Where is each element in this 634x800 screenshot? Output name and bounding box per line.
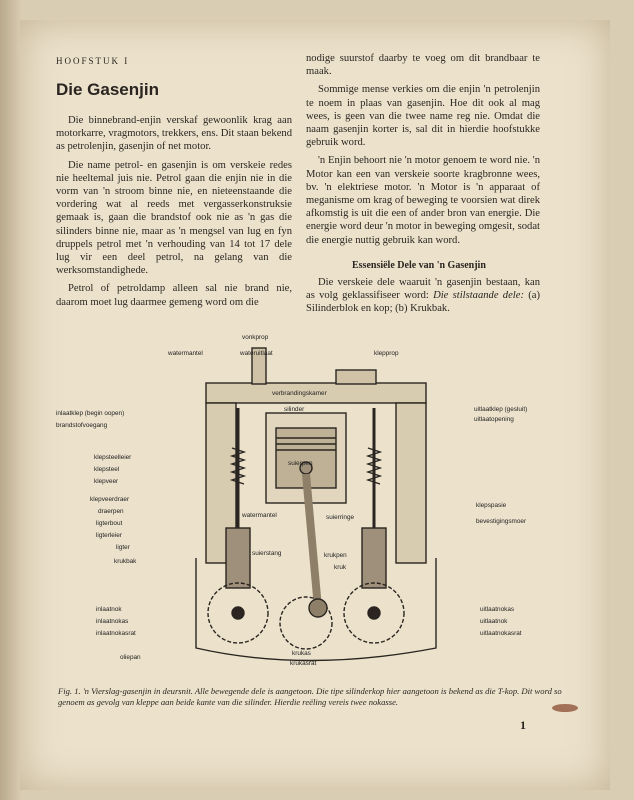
label-bevestigingsmoer: bevestigingsmoer	[476, 518, 527, 525]
label-brandstofvoegang: brandstofvoegang	[56, 422, 108, 429]
crankpin	[309, 599, 327, 617]
section-heading: Essensiële Dele van 'n Gasenjin	[352, 260, 486, 271]
label-inlaatnokasrat: inlaatnokasrat	[96, 630, 136, 637]
intro-rest: (a) Silinderblok en kop; (b) Krukbak.	[306, 290, 541, 315]
figure-caption: Fig. 1. 'n Vierslag-gasenjin in deursnit. Alle bewegende dele is aangetoon. Die tipe silinderkop hier aangetoon is bekend as die T-kop. Dit word so genoem as gevolg van kleppe aan beide kante van die silinder. Hierdie reëling vereis twee nokasse.	[58, 686, 562, 707]
label-ligterleier: ligterleier	[96, 532, 122, 539]
label-klepveer: klepveer	[94, 478, 119, 485]
label-klepveerdraer: klepveerdraer	[90, 496, 130, 503]
page-number: 1	[520, 718, 526, 732]
paragraph: Die binnebrand-enjin verskaf gewoonlik krag aan motorkarre, vragmotors, trekkers, ens. Dit staan bekend as petrolenjin, gasenjin of net motor.	[56, 115, 292, 153]
label-silinder: silinder	[284, 406, 305, 413]
section-intro	[306, 276, 540, 321]
label-krukasrat: krukasrat	[290, 660, 317, 667]
chapter-label: HOOFSTUK I	[56, 56, 130, 66]
label-krukbak: krukbak	[114, 558, 137, 565]
label-suierringe: suierringe	[326, 514, 355, 521]
label-uitlaatnokas: uitlaatnokas	[480, 606, 515, 613]
label-suierpen: suierpen	[288, 460, 313, 467]
paper-stain	[552, 704, 578, 712]
page-title: Die Gasenjin	[56, 80, 159, 99]
engine-figure	[56, 328, 566, 668]
right-column	[306, 52, 540, 252]
page-binding	[0, 0, 22, 800]
label-krukas: krukas	[292, 650, 311, 657]
right-water-jacket	[396, 403, 426, 563]
label-ligterbout: ligterbout	[96, 520, 123, 527]
inlet-cam	[232, 607, 244, 619]
intro-text: Die verskeie dele waaruit 'n gasenjin bestaan, kan as volg geklassifiseer word:	[306, 277, 540, 302]
label-watermantel-side: watermantel	[242, 512, 277, 519]
label-uitlaatnok: uitlaatnok	[480, 618, 508, 625]
intro-italic: Die stilstaande dele:	[433, 290, 524, 302]
label-uitlaatklep: uitlaatklep (gesluit)	[474, 406, 528, 413]
label-klepspasie: klepspasie	[476, 502, 507, 509]
paragraph: Sommige mense verkies om die enjin 'n petrolenjin te noem in plaas van gasenjin. Hoe dit ook al mag wees, is geen van die twee name reg nie. Omdat die naam gasenjin korter is, sal dit in hierdie hoofstukke gebruik word.	[306, 84, 540, 149]
label-ligter: ligter	[116, 544, 130, 551]
exhaust-lifter	[362, 528, 386, 588]
left-column	[56, 114, 292, 314]
paragraph: 'n Enjin behoort nie 'n motor genoem te word nie. 'n Motor kan een van verskeie soorte kragbronne wees, bv. 'n elektriese motor. 'n Motor is 'n apparaat of meganisme om krag of beweging te voorsien wat direk afkomstig is uit die een of ander bron van energie. Die energie word deur 'n motor in beweging omgesit, sodat die energie nuttig gebruik kan word.	[306, 155, 540, 246]
label-draerpen: draerpen	[98, 508, 124, 515]
label-suierstang: suierstang	[252, 550, 282, 557]
water-outlet	[336, 370, 376, 384]
engine-cross-section-drawing	[56, 328, 566, 668]
label-verbrandingskamer: verbrandingskamer	[272, 390, 327, 397]
paragraph: Petrol of petroldamp alleen sal nie brand nie, daarom moet lug daarmee gemeng word om die	[56, 283, 292, 308]
label-inlaatnok: inlaatnok	[96, 606, 122, 613]
label-wateruitlaat: wateruitlaat	[240, 350, 273, 357]
label-klepprop: klepprop	[374, 350, 399, 357]
label-klepsteelleier: klepsteelleier	[94, 454, 132, 461]
paragraph: nodige suurstof daarby te voeg om dit brandbaar te maak.	[306, 53, 540, 78]
label-inlaatklep: inlaatklep (begin oopen)	[56, 410, 125, 417]
label-kruk: kruk	[334, 564, 347, 571]
label-inlaatnokas: inlaatnokas	[96, 618, 129, 625]
label-vonkprop: vonkprop	[242, 334, 269, 341]
label-watermantel: watermantel	[168, 350, 203, 357]
label-klepsteel: klepsteel	[94, 466, 120, 473]
exhaust-cam	[368, 607, 380, 619]
label-krukpen: krukpen	[324, 552, 347, 559]
label-uitlaatopening: uitlaatopening	[474, 416, 514, 423]
label-uitlaatnokasrat: uitlaatnokasrat	[480, 630, 522, 637]
label-oliepan: oliepan	[120, 654, 141, 661]
paragraph: Die name petrol- en gasenjin is om verskeie redes nie heeltemal juis nie. Petrol gaan die enjin nie in die vorm van 'n stroom binne nie, en nieteenstaande die vordering wat al reeds met vergasserkonstruksie gemaak is, gaan die brandstof ook nie as 'n gas die silinders binne nie, maar as 'n mengsel van lug en fyn druppels petrol met 'n verhouding van 14 tot 17 dele lug vir een deel petrol, na gelang van die werksomstandighede.	[56, 159, 292, 277]
inlet-lifter	[226, 528, 250, 588]
paragraph	[306, 276, 540, 316]
exhaust-valve-spring	[368, 448, 380, 484]
